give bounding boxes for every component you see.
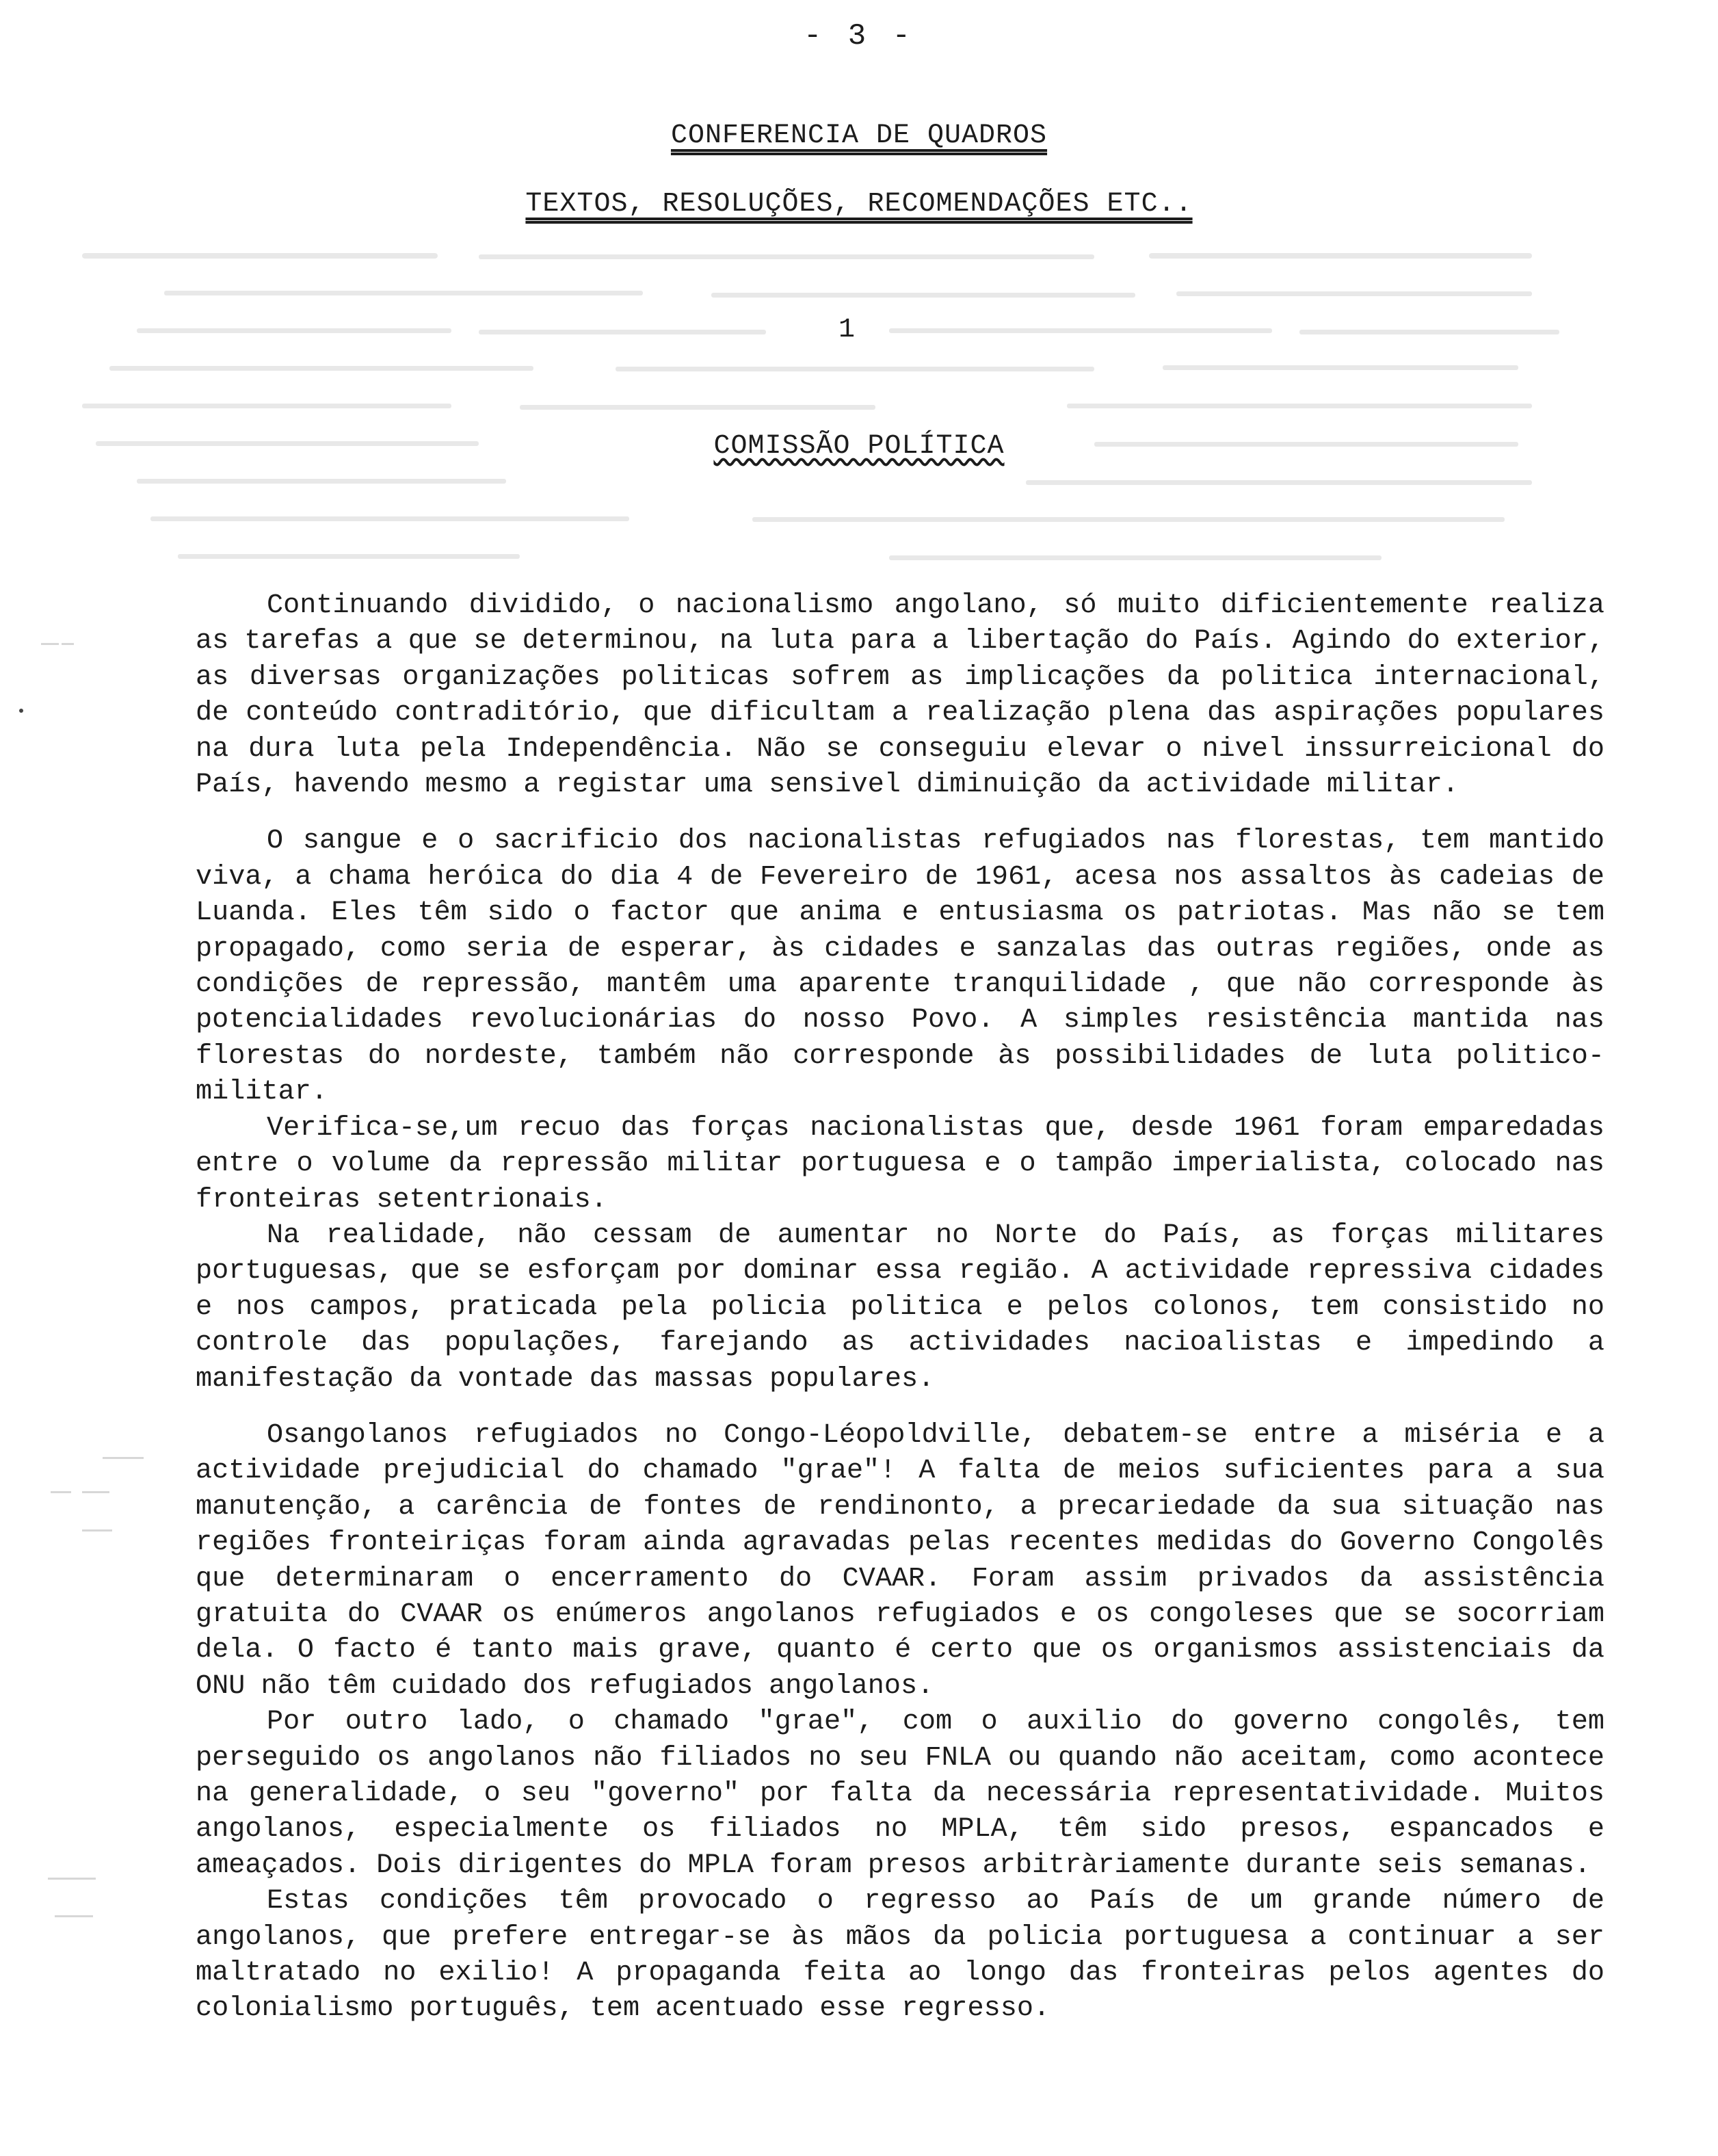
margin-speck xyxy=(19,709,23,713)
paragraph: O sangue e o sacrificio dos nacionalistas refugiados nas florestas, tem mantido viva, a chama heróica do dia 4 de Fevereiro de 1961, acesa nos assaltos às cadeias de Luanda. Eles têm sido o factor que anima e entusiasma os patriotas. Mas não se tem propagado, como seria de esperar, às cidades e sanzalas das outras regiões, onde as condições de repressão, mantêm uma aparente tranquilidade , que não corresponde às potencialidades revolucionárias do nosso Povo. A simples resistência mantida nas florestas do nordeste, também não corresponde às possibilidades de luta politico-militar. xyxy=(196,826,1604,1108)
page-number: - 3 - xyxy=(803,19,915,53)
paragraph: Verifica-se,um recuo das forças nacionalistas que, desde 1961 foram emparedadas entre o volume da repressão militar portuguesa e o tampão imperialista, colocado nas fronteiras setentrionais. xyxy=(196,1112,1604,1215)
paragraph: Por outro lado, o chamado "grae", com o auxilio do governo congolês, tem perseguido os angolanos não filiados no seu FNLA ou quando não aceitam, como acontece na generalidade, o seu "governo" por falta da necessária representatividade. Muitos angolanos, especialmente os filiados no MPLA, têm sido presos, espancados e ameaçados. Dois dirigentes do MPLA foram presos arbitràriamente durante seis semanas. xyxy=(196,1707,1604,1881)
body-text xyxy=(196,588,1604,2027)
section-number: 1 xyxy=(838,315,856,345)
document-title: CONFERENCIA DE QUADROS xyxy=(670,120,1048,151)
paragraph: Osangolanos refugiados no Congo-Léopoldville, debatem-se entre a miséria e a actividade prejudicial do chamado "grae"! A falta de meios suficientes para a sua manutenção, a carência de fontes de rendinonto, a precariedade da sua situação nas regiões fronteiriças foram ainda agravadas pelas recentes medidas do Governo Congolês que determinaram o encerramento do CVAAR. Foram assim privados da assistência gratuita do CVAAR os enúmeros angolanos refugiados e os congoleses que se socorriam dela. O facto é tanto mais grave, quanto é certo que os organismos assistenciais da ONU não têm cuidado dos refugiados angolanos. xyxy=(196,1419,1604,1702)
paragraph: Continuando dividido, o nacionalismo angolano, só muito dificientemente realiza as tarefas a que se determinou, na luta para a libertação do País. Agindo do exterior, as diversas organizações politicas sofrem as implicações da politica internacional, de conteúdo contraditório, que dificultam a realização plena das aspirações populares na dura luta pela Independência. Não se conseguiu elevar o nivel inssurreicional do País, havendo mesmo a registar uma sensivel diminuição da actividade militar. xyxy=(196,590,1604,801)
paragraph: Na realidade, não cessam de aumentar no Norte do País, as forças militares portuguesas, que se esforçam por dominar essa região. A actividade repressiva cidades e nos campos, praticada pela policia politica e pelos colonos, tem consistido no controle das populações, farejando as actividades nacioalistas e impedindo a manifestação da vontade das massas populares. xyxy=(196,1220,1604,1395)
section-title: COMISSÃO POLÍTICA xyxy=(713,431,1005,462)
document-subtitle: TEXTOS, RESOLUÇÕES, RECOMENDAÇÕES ETC.. xyxy=(525,189,1193,220)
paragraph: Estas condições têm provocado o regresso ao País de um grande número de angolanos, que prefere entregar-se às mãos da policia portuguesa a continuar a ser maltratado no exilio! A propaganda feita ao longo das fronteiras pelos agentes do colonialismo português, tem acentuado esse regresso. xyxy=(196,1886,1604,2025)
